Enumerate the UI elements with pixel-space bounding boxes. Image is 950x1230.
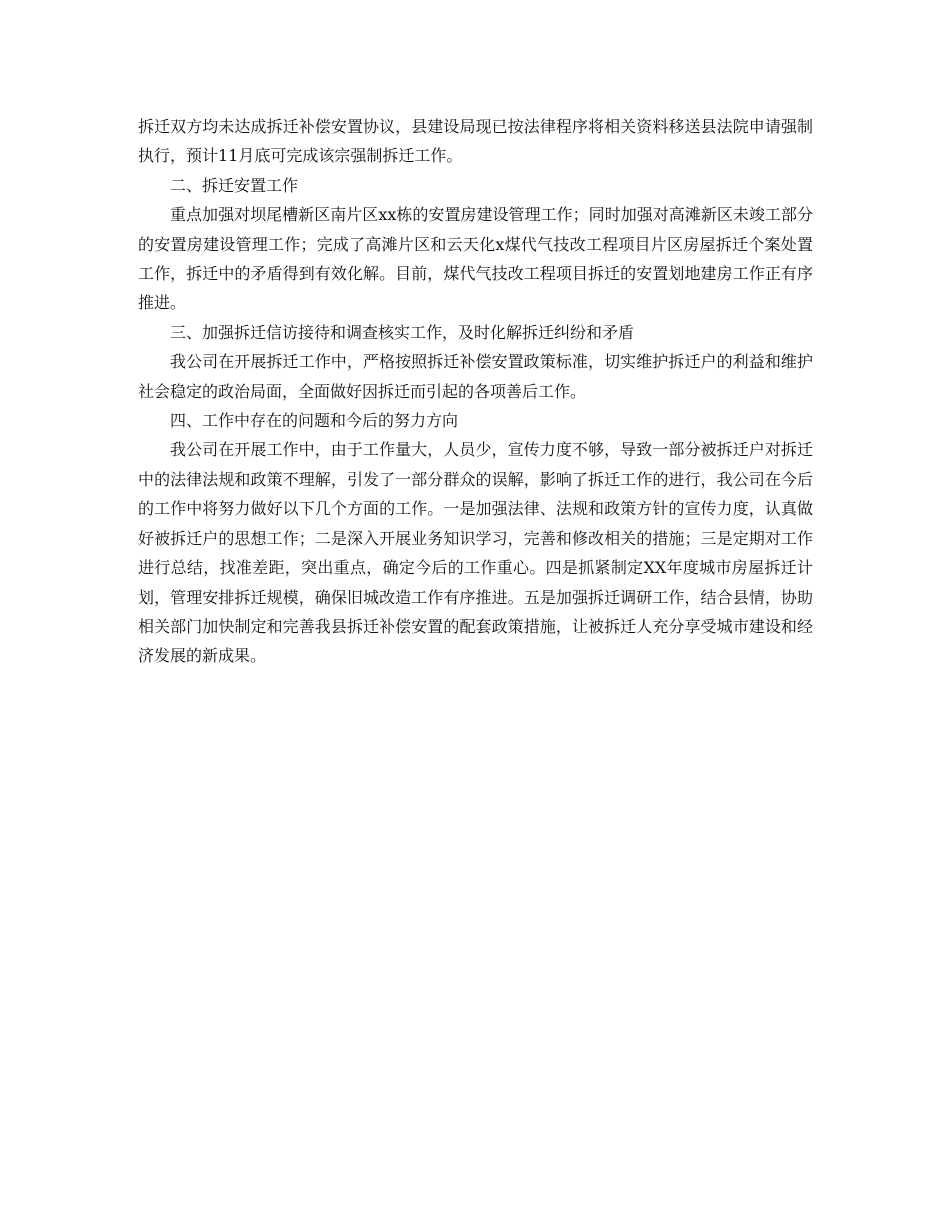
paragraph-continuation: 拆迁双方均未达成拆迁补偿安置协议，县建设局现已按法律程序将相关资料移送县法院申请强制执行，预计11月底可完成该宗强制拆迁工作。 (138, 117, 813, 166)
paragraph-section-3: 我公司在开展拆迁工作中，严格按照拆迁补偿安置政策标准，切实维护拆迁户的利益和维护社会稳定的政治局面，全面做好因拆迁而引起的各项善后工作。 (138, 352, 813, 401)
section-heading-3: 三、加强拆迁信访接待和调查核实工作，及时化解拆迁纠纷和矛盾 (170, 322, 635, 342)
section-heading-2: 二、拆迁安置工作 (170, 175, 299, 195)
section-heading-4: 四、工作中存在的问题和今后的努力方向 (170, 411, 459, 431)
paragraph-section-4: 我公司在开展工作中，由于工作量大，人员少，宣传力度不够，导致一部分被拆迁户对拆迁中的法律法规和政策不理解，引发了一部分群众的误解，影响了拆迁工作的进行，我公司在今后的工作中将努力做好以下几个方面的工作。一是加强法律、法规和政策方针的宣传力度，认真做好被拆迁户的思想工作；二是深入开展业务知识学习，完善和修改相关的措施；三是定期对工作进行总结，找准差距，突出重点，确定今后的工作重心。四是抓紧制定XX年度城市房屋拆迁计划，管理安排拆迁规模，确保旧城改造工作有序推进。五是加强拆迁调研工作，结合县情，协助相关部门加快制定和完善我县拆迁补偿安置的配套政策措施，让被拆迁人充分享受城市建设和经济发展的新成果。 (138, 440, 813, 666)
paragraph-section-2: 重点加强对坝尾槽新区南片区xx栋的安置房建设管理工作；同时加强对高滩新区未竣工部分的安置房建设管理工作；完成了高滩片区和云天化x煤代气技改工程项目片区房屋拆迁个案处置工作，拆迁中的矛盾得到有效化解。目前，煤代气技改工程项目拆迁的安置划地建房工作正有序推进。 (138, 205, 813, 313)
document-body (138, 112, 813, 671)
